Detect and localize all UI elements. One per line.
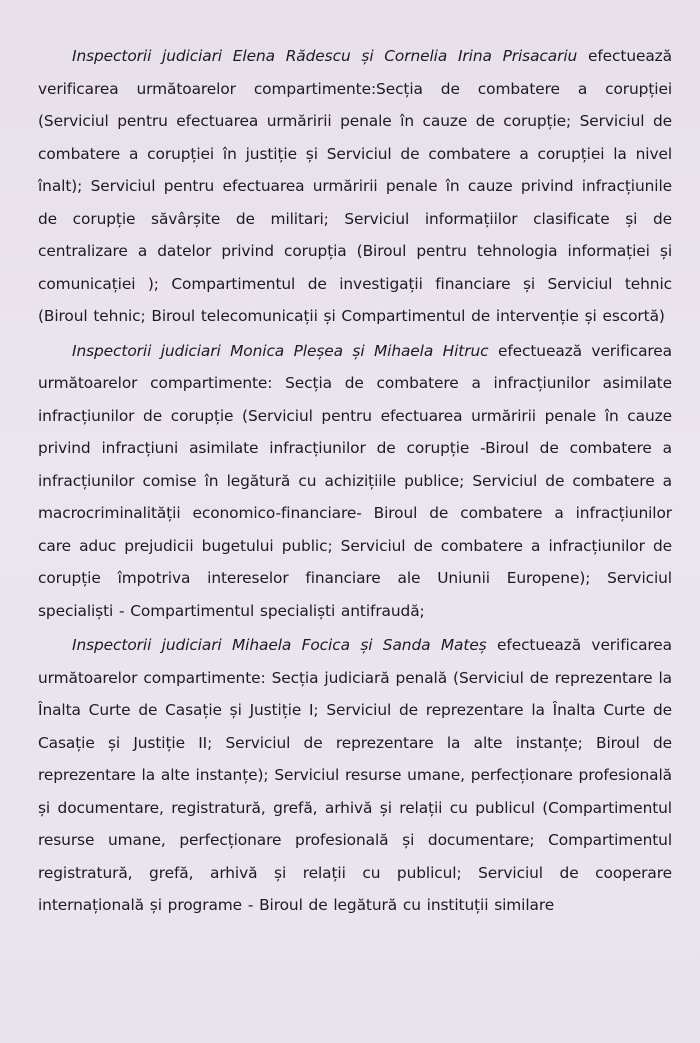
inspector-names: Inspectorii judiciari Elena Rădescu și Cornelia Irina Prisacariu [72,47,578,65]
inspector-names: Inspectorii judiciari Mihaela Focica și Sanda Mateș [72,636,487,654]
paragraph-2 [38,335,672,628]
paragraph-text: efectuează verificarea următoarelor compartimente: Secția judiciară penală (Serviciul de reprezentare la Înalta Curte de Casație și Justiție I; Serviciul de reprezentare la Înalta Curte de Casație și Justiție II; Serviciul de reprezentare la alte instanțe; Biroul de reprezentare la alte instanțe); Serviciul resurse umane, perfecționare profesională și documentare, registratură, grefă, arhivă și relații cu publicul (Compartimentul resurse umane, perfecționare profesională și documentare; Compartimentul registratură, grefă, arhivă și relații cu publicul; Serviciul de cooperare internațională și programe - Biroul de legătură cu instituții similare [38,636,672,914]
paragraph-text: efectuează verificarea următoarelor compartimente:Secția de combatere a corupției (Serviciul pentru efectuarea urmăririi penale în cauze de corupție; Serviciul de combatere a corupției în justiție și Serviciul de combatere a corupției la nivel înalt); Serviciul pentru efectuarea urmăririi penale în cauze privind infracțiunile de corupție săvârșite de militari; Serviciul informațiilor clasificate și de centralizare a datelor privind corupția (Biroul pentru tehnologia informației și comunicației ); Compartimentul de investigații financiare și Serviciul tehnic (Biroul tehnic; Biroul telecomunicații și Compartimentul de intervenție și escortă) [38,47,672,325]
paragraph-3 [38,629,672,922]
paragraph-text: efectuează verificarea următoarelor compartimente: Secția de combatere a infracțiunilor asimilate infracțiunilor de corupție (Serviciul pentru efectuarea urmăririi penale în cauze privind infracțiuni asimilate infracțiunilor de corupție -Biroul de combatere a infracțiunilor comise în legătură cu achizițiile publice; Serviciul de combatere a macrocriminalității economico-financiare- Biroul de combatere a infracțiunilor care aduc prejudicii bugetului public; Serviciul de combatere a infracțiunilor de corupție împotriva intereselor financiare ale Uniunii Europene); Serviciul specialiști - Compartimentul specialiști antifraudă; [38,341,672,620]
paragraph-1 [38,40,672,333]
inspector-names: Inspectorii judiciari Monica Pleșea și Mihaela Hitruc [72,341,489,360]
